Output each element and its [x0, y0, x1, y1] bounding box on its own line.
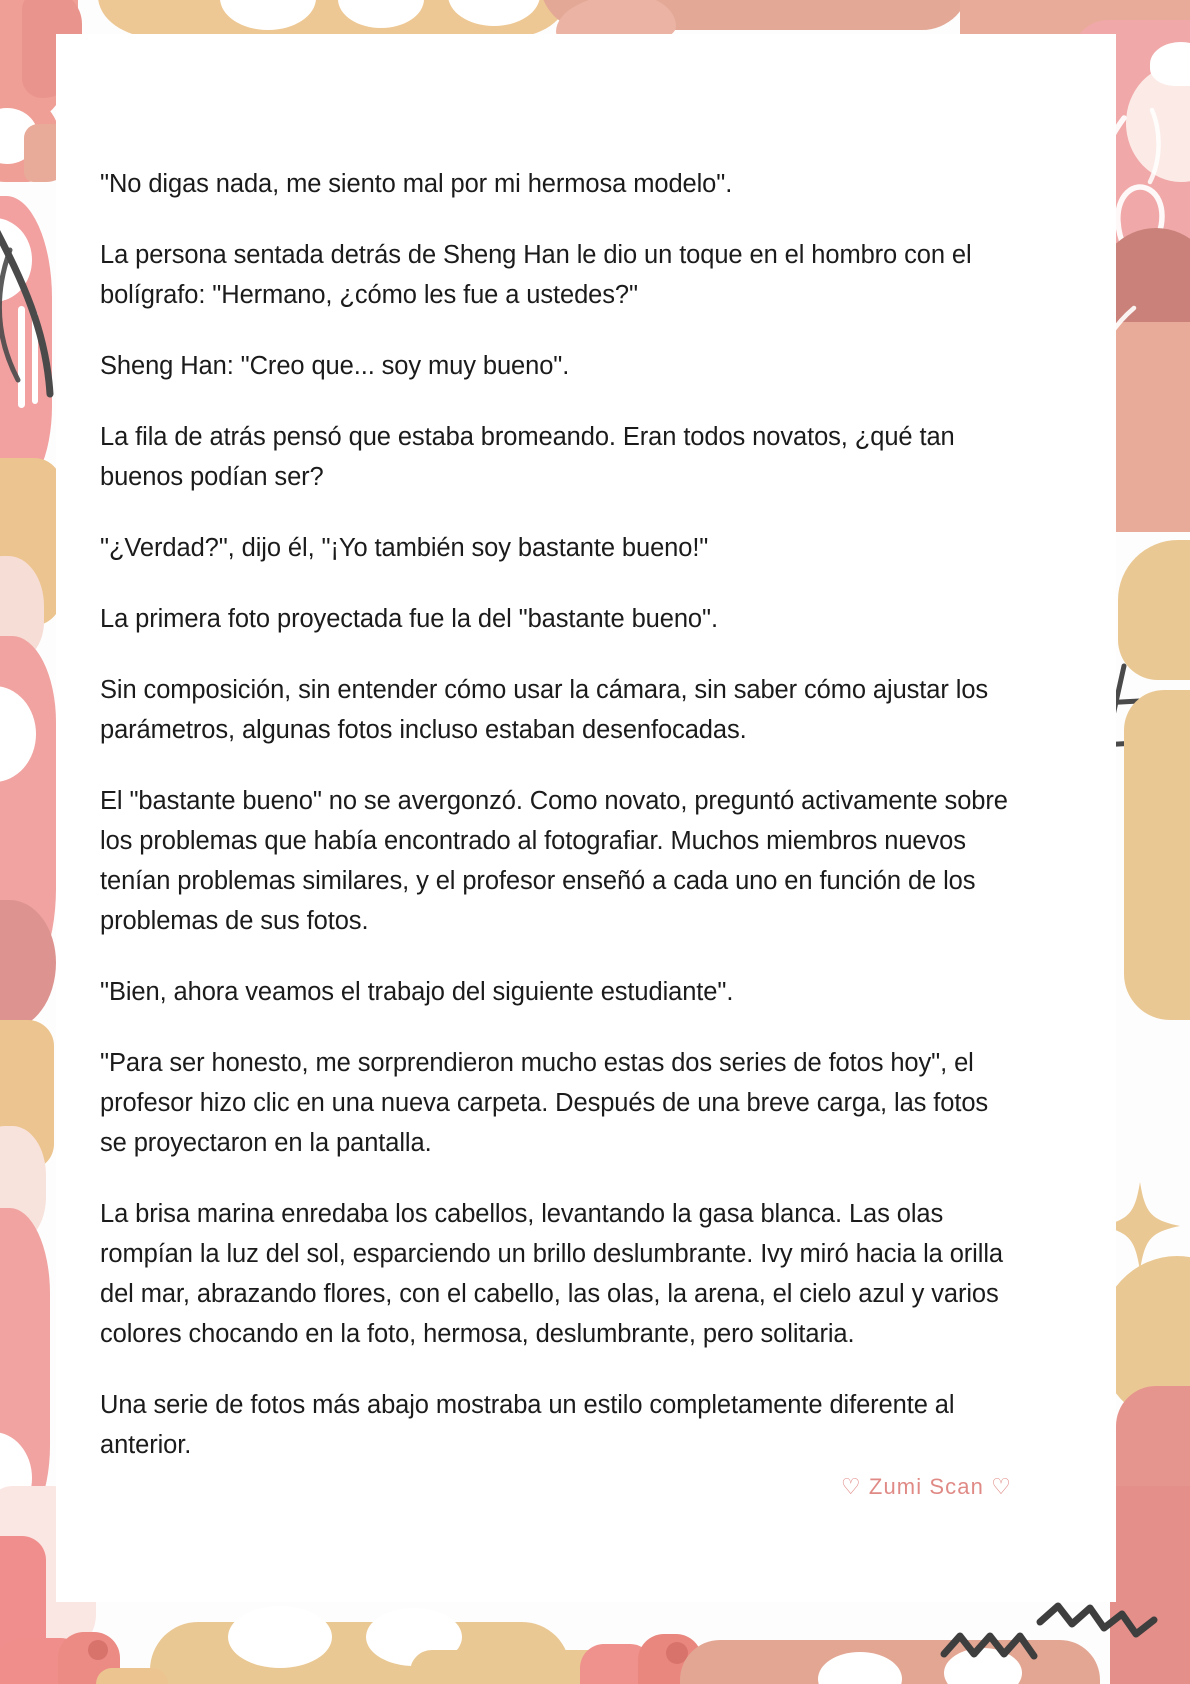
- bottom-left-dot: [88, 1640, 108, 1660]
- bottom-tan-notch-2: [366, 1608, 462, 1666]
- paragraph: La brisa marina enredaba los cabellos, levantando la gasa blanca. Las olas rompían la luz del sol, esparciendo un brillo deslumbrante. Ivy miró hacia la orilla del mar, abrazando flores, con el cabello, las olas, la arena, el cielo azul y varios colores chocando en la foto, hermosa, deslumbrante, pero solitaria.: [100, 1200, 1003, 1348]
- left-white-crescent-1: [0, 218, 32, 302]
- bottom-left-rose-scribble-2: [58, 1632, 120, 1684]
- right-tan-panel-2: [1124, 690, 1190, 1020]
- right-coral-panel: [1116, 1386, 1190, 1596]
- left-rose-panel-2: [0, 636, 56, 996]
- bottom-tan-bar: [410, 1650, 740, 1684]
- right-coral-foot: [1110, 1486, 1190, 1684]
- left-white-stripe: [18, 306, 25, 408]
- left-tan-block-2: [0, 1020, 54, 1170]
- paragraph: "Bien, ahora veamos el trabajo del siguiente estudiante".: [100, 978, 734, 1006]
- paragraph: La primera foto proyectada fue la del "bastante bueno".: [100, 605, 718, 633]
- bottom-coral-scribble: [580, 1644, 654, 1684]
- left-rose-stripe: [0, 300, 30, 418]
- top-blush-band: [540, 0, 970, 30]
- paragraph: Sheng Han: "Creo que... soy muy bueno".: [100, 352, 570, 380]
- squiggle-doodle-icon: [940, 1600, 1170, 1684]
- right-white-tip: [1150, 42, 1190, 86]
- bottom-tan-wave: [150, 1622, 570, 1684]
- paragraph: Sin composición, sin entender cómo usar la cámara, sin saber cómo ajustar los parámetros, algunas fotos incluso estaban desenfocadas.: [100, 676, 989, 744]
- left-pale-blob: [0, 556, 44, 660]
- bottom-left-rose-scribble: [0, 1638, 90, 1684]
- story-text-body: [100, 164, 1012, 1465]
- left-rose-panel: [0, 196, 52, 496]
- right-tan-panel-1: [1118, 540, 1190, 680]
- bottom-coral-scribble-2: [638, 1634, 702, 1684]
- bottom-blush-wave: [680, 1640, 1100, 1684]
- bottom-blush-notch-1: [818, 1652, 902, 1684]
- right-pale-circle: [1126, 64, 1190, 182]
- top-left-white-cut: [0, 108, 38, 164]
- left-white-crescent-3: [0, 1432, 32, 1524]
- top-tan-scallop-notch-3: [448, 0, 540, 26]
- bottom-blush-notch-2: [944, 1648, 1022, 1684]
- paragraph: El "bastante bueno" no se avergonzó. Como novato, preguntó activamente sobre los problemas que había encontrado al fotografiar. Muchos miembros nuevos tenían problemas similares, y el profesor enseñó a cada uno en función de los problemas de sus fotos.: [100, 787, 1008, 935]
- left-white-crescent-2: [0, 686, 36, 782]
- content-card: [56, 34, 1116, 1602]
- left-pale-blob-2: [0, 1126, 46, 1244]
- paragraph: La persona sentada detrás de Sheng Han le dio un toque en el hombro con el bolígrafo: "Hermano, ¿cómo les fue a ustedes?": [100, 241, 972, 309]
- left-tan-block: [0, 458, 62, 626]
- paragraph: "No digas nada, me siento mal por mi hermosa modelo".: [100, 170, 733, 198]
- paragraph: "Para ser honesto, me sorprendieron mucho estas dos series de fotos hoy", el profesor hizo clic en una nueva carpeta. Después de una breve carga, las fotos se proyectaron en la pantalla.: [100, 1049, 989, 1157]
- scan-watermark: ♡ Zumi Scan ♡: [840, 1474, 1012, 1499]
- top-tan-scallop-notch-1: [220, 0, 316, 30]
- paragraph: "¿Verdad?", dijo él, "¡Yo también soy bastante bueno!": [100, 534, 709, 562]
- left-rose-foot: [0, 1536, 46, 1684]
- left-deep-rose-blob: [0, 900, 56, 1030]
- top-left-salmon-curl: [0, 92, 60, 182]
- bottom-coral-dot: [666, 1642, 688, 1664]
- top-tan-band: [98, 0, 568, 38]
- bottom-tan-notch-1: [228, 1606, 332, 1668]
- paragraph: Una serie de fotos más abajo mostraba un estilo completamente diferente al anterior.: [100, 1391, 955, 1459]
- bottom-tan-small: [96, 1668, 168, 1684]
- left-white-stripe-2: [32, 312, 38, 404]
- left-rose-panel-3: [0, 1208, 50, 1538]
- paragraph: La fila de atrás pensó que estaba bromeando. Eran todos novatos, ¿qué tan buenos podían ser?: [100, 423, 955, 491]
- top-tan-scallop-notch-2: [338, 0, 424, 28]
